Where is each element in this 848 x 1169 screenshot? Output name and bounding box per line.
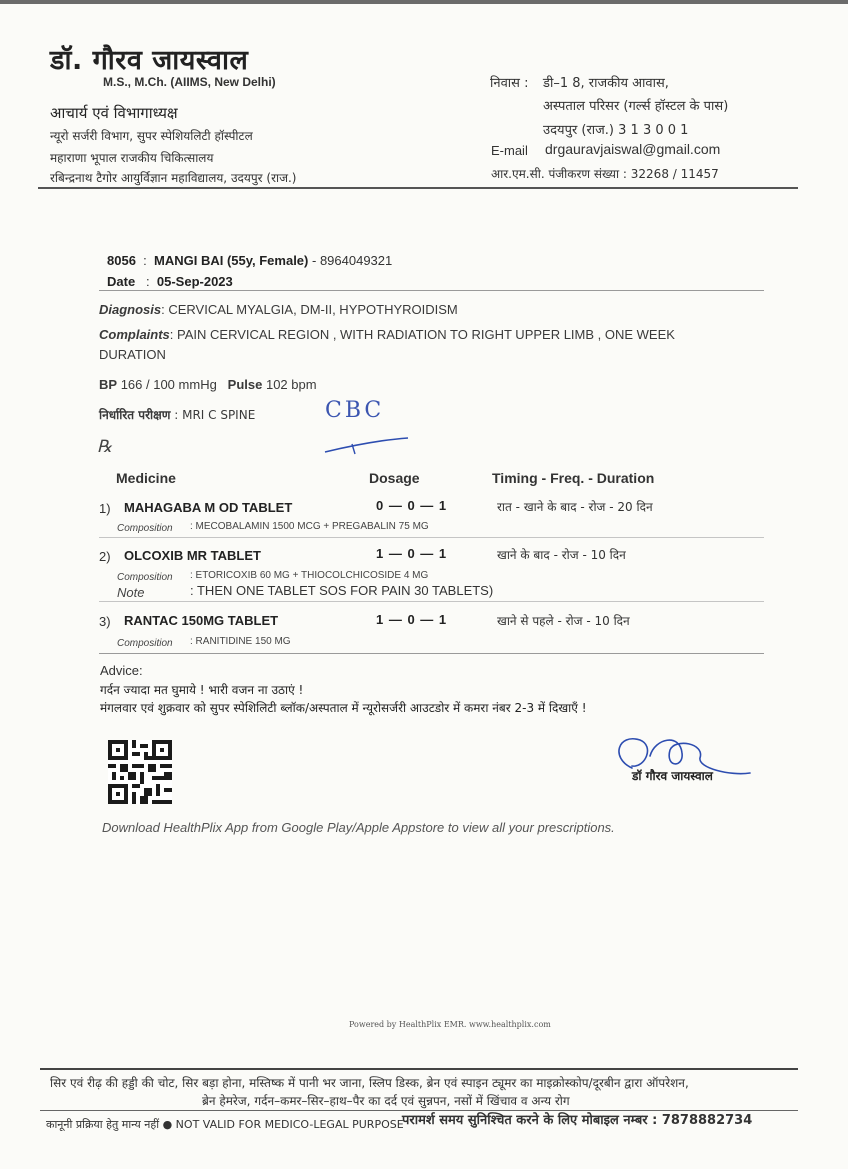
college-line: रबिन्द्रनाथ टैगोर आयुर्विज्ञान महाविद्यालय, उदयपुर (राज.) <box>50 171 297 185</box>
medicine-dosage: 0 — 0 — 1 <box>376 498 448 513</box>
legal-disclaimer: कानूनी प्रक्रिया हेतु मान्य नहीं ● NOT VALID FOR MEDICO-LEGAL PURPOSE <box>46 1118 404 1131</box>
patient-id: 8056 <box>107 253 136 268</box>
investigations-row <box>99 406 255 423</box>
vitals-row <box>99 377 317 392</box>
patient-info <box>107 253 392 268</box>
bp-label: BP <box>99 377 118 392</box>
doctor-name: डॉ. गौरव जायस्वाल <box>50 45 249 76</box>
composition-value: : ETORICOXIB 60 MG + THIOCOLCHICOSIDE 4 MG <box>190 570 429 581</box>
handwritten-cbc: CBC <box>325 398 385 423</box>
address-line-2: अस्पताल परिसर (गर्ल्स हॉस्टल के पास) <box>543 99 729 114</box>
header-timing: Timing - Freq. - Duration <box>492 470 655 486</box>
date-label: Date <box>107 274 136 289</box>
medicine-timing: रात - खाने के बाद - रोज - 20 दिन <box>497 500 653 514</box>
medicine-name: MAHAGABA M OD TABLET <box>124 500 293 515</box>
bp-unit: mmHg <box>178 377 217 392</box>
complaints-continued: DURATION <box>99 347 166 362</box>
medicine-timing: खाने के बाद - रोज - 10 दिन <box>497 548 626 562</box>
department-line: न्यूरो सर्जरी विभाग, सुपर स्पेशियलिटी हॉस्पीटल <box>50 129 253 143</box>
diagnosis-value: : CERVICAL MYALGIA, DM-II, HYPOTHYROIDISM <box>161 302 458 317</box>
header-divider <box>38 187 798 189</box>
advice-line-1: गर्दन ज्यादा मत घुमाये ! भारी वजन ना उठाएं ! <box>100 683 304 697</box>
header-medicine: Medicine <box>116 470 176 486</box>
composition-value: : MECOBALAMIN 1500 MCG + PREGABALIN 75 MG <box>190 521 429 532</box>
services-line-2: ब्रेन हेमरेज, गर्दन–कमर–सिर–हाथ–पैर का दर्द एवं सुन्नपन, नसों में खिंचाव व अन्य रोग <box>202 1094 570 1108</box>
doctor-designation: आचार्य एवं विभागाध्यक्ष <box>50 104 178 122</box>
note-value: : THEN ONE TABLET SOS FOR PAIN 30 TABLETS) <box>190 583 494 598</box>
composition-label: Composition <box>117 638 173 649</box>
email-label: E-mail <box>491 143 528 158</box>
bp-value: 166 / 100 <box>120 377 175 392</box>
consultation-mobile[interactable]: परामर्श समय सुनिश्चित करने के लिए मोबाइल नम्बर : 7878882734 <box>402 1113 753 1128</box>
pulse-value: 102 bpm <box>265 377 317 392</box>
complaints-row <box>99 327 675 342</box>
row-divider <box>99 601 764 602</box>
registration-number: आर.एम.सी. पंजीकरण संख्या : 32268 / 11457 <box>491 167 719 181</box>
investigations-label: निर्धारित परीक्षण <box>99 408 171 422</box>
complaints-value: : PAIN CERVICAL REGION , WITH RADIATION TO RIGHT UPPER LIMB , ONE WEEK <box>169 327 675 342</box>
table-bottom-divider <box>99 653 764 654</box>
download-app-text[interactable]: Download HealthPlix App from Google Play/Apple Appstore to view all your prescriptions. <box>102 820 615 835</box>
patient-divider <box>99 290 764 291</box>
composition-value: : RANITIDINE 150 MG <box>190 636 291 647</box>
signature-name: डॉ गौरव जायस्वाल <box>632 769 713 783</box>
medicine-number: 2) <box>99 549 111 564</box>
hospital-line: महाराणा भूपाल राजकीय चिकित्सालय <box>50 151 214 165</box>
diagnosis-label: Diagnosis <box>99 302 162 317</box>
medicine-number: 3) <box>99 614 111 629</box>
composition-label: Composition <box>117 523 173 534</box>
address-line-1: डी–1 8, राजकीय आवास, <box>543 76 669 91</box>
address-line-3: उदयपुर (राज.) 3 1 3 0 0 1 <box>543 123 689 138</box>
services-line-1: सिर एवं रीढ़ की हड्डी की चोट, सिर बड़ा होना, मस्तिष्क में पानी भर जाना, स्लिप डिस्क, ब्रेन एवं स्पाइन ट्यूमर का माइक्रोस्कोप/दूरबीन द्वारा ऑपरेशन, <box>50 1076 689 1090</box>
composition-label: Composition <box>117 572 173 583</box>
residence-label: निवास : <box>490 76 529 91</box>
medicine-dosage: 1 — 0 — 1 <box>376 546 448 561</box>
footer-divider <box>40 1068 798 1070</box>
medicine-number: 1) <box>99 501 111 516</box>
doctor-qualification: M.S., M.Ch. (AIIMS, New Delhi) <box>103 75 276 89</box>
separator: : <box>138 274 154 289</box>
medicine-dosage: 1 — 0 — 1 <box>376 612 448 627</box>
patient-name: MANGI BAI (55y, Female) <box>154 253 309 268</box>
top-border <box>0 0 848 4</box>
email-address[interactable]: drgauravjaiswal@gmail.com <box>545 141 721 157</box>
qr-code[interactable] <box>108 740 172 804</box>
rx-symbol: ℞ <box>97 437 113 457</box>
diagnosis-row <box>99 302 458 317</box>
medicine-name: RANTAC 150MG TABLET <box>124 613 279 628</box>
header-dosage: Dosage <box>369 470 420 486</box>
advice-label: Advice: <box>100 663 143 678</box>
separator: : <box>139 253 151 268</box>
visit-date-row <box>107 274 233 289</box>
visit-date: 05-Sep-2023 <box>156 274 233 289</box>
medicine-timing: खाने से पहले - रोज - 10 दिन <box>497 614 630 628</box>
medicine-name: OLCOXIB MR TABLET <box>124 548 261 563</box>
patient-phone: - 8964049321 <box>312 253 393 268</box>
advice-line-2: मंगलवार एवं शुक्रवार को सुपर स्पेशिलिटी ब्लॉक/अस्पताल में न्यूरोसर्जरी आउटडोर में कमरा नंबर 2-3 में दिखाएँ ! <box>100 701 587 715</box>
powered-by: Powered by HealthPlix EMR. www.healthplix.com <box>349 1020 551 1029</box>
complaints-label: Complaints <box>99 327 170 342</box>
row-divider <box>99 537 764 538</box>
pulse-label: Pulse <box>227 377 263 392</box>
note-label: Note <box>117 585 145 600</box>
investigations-value: : MRI C SPINE <box>174 408 256 422</box>
